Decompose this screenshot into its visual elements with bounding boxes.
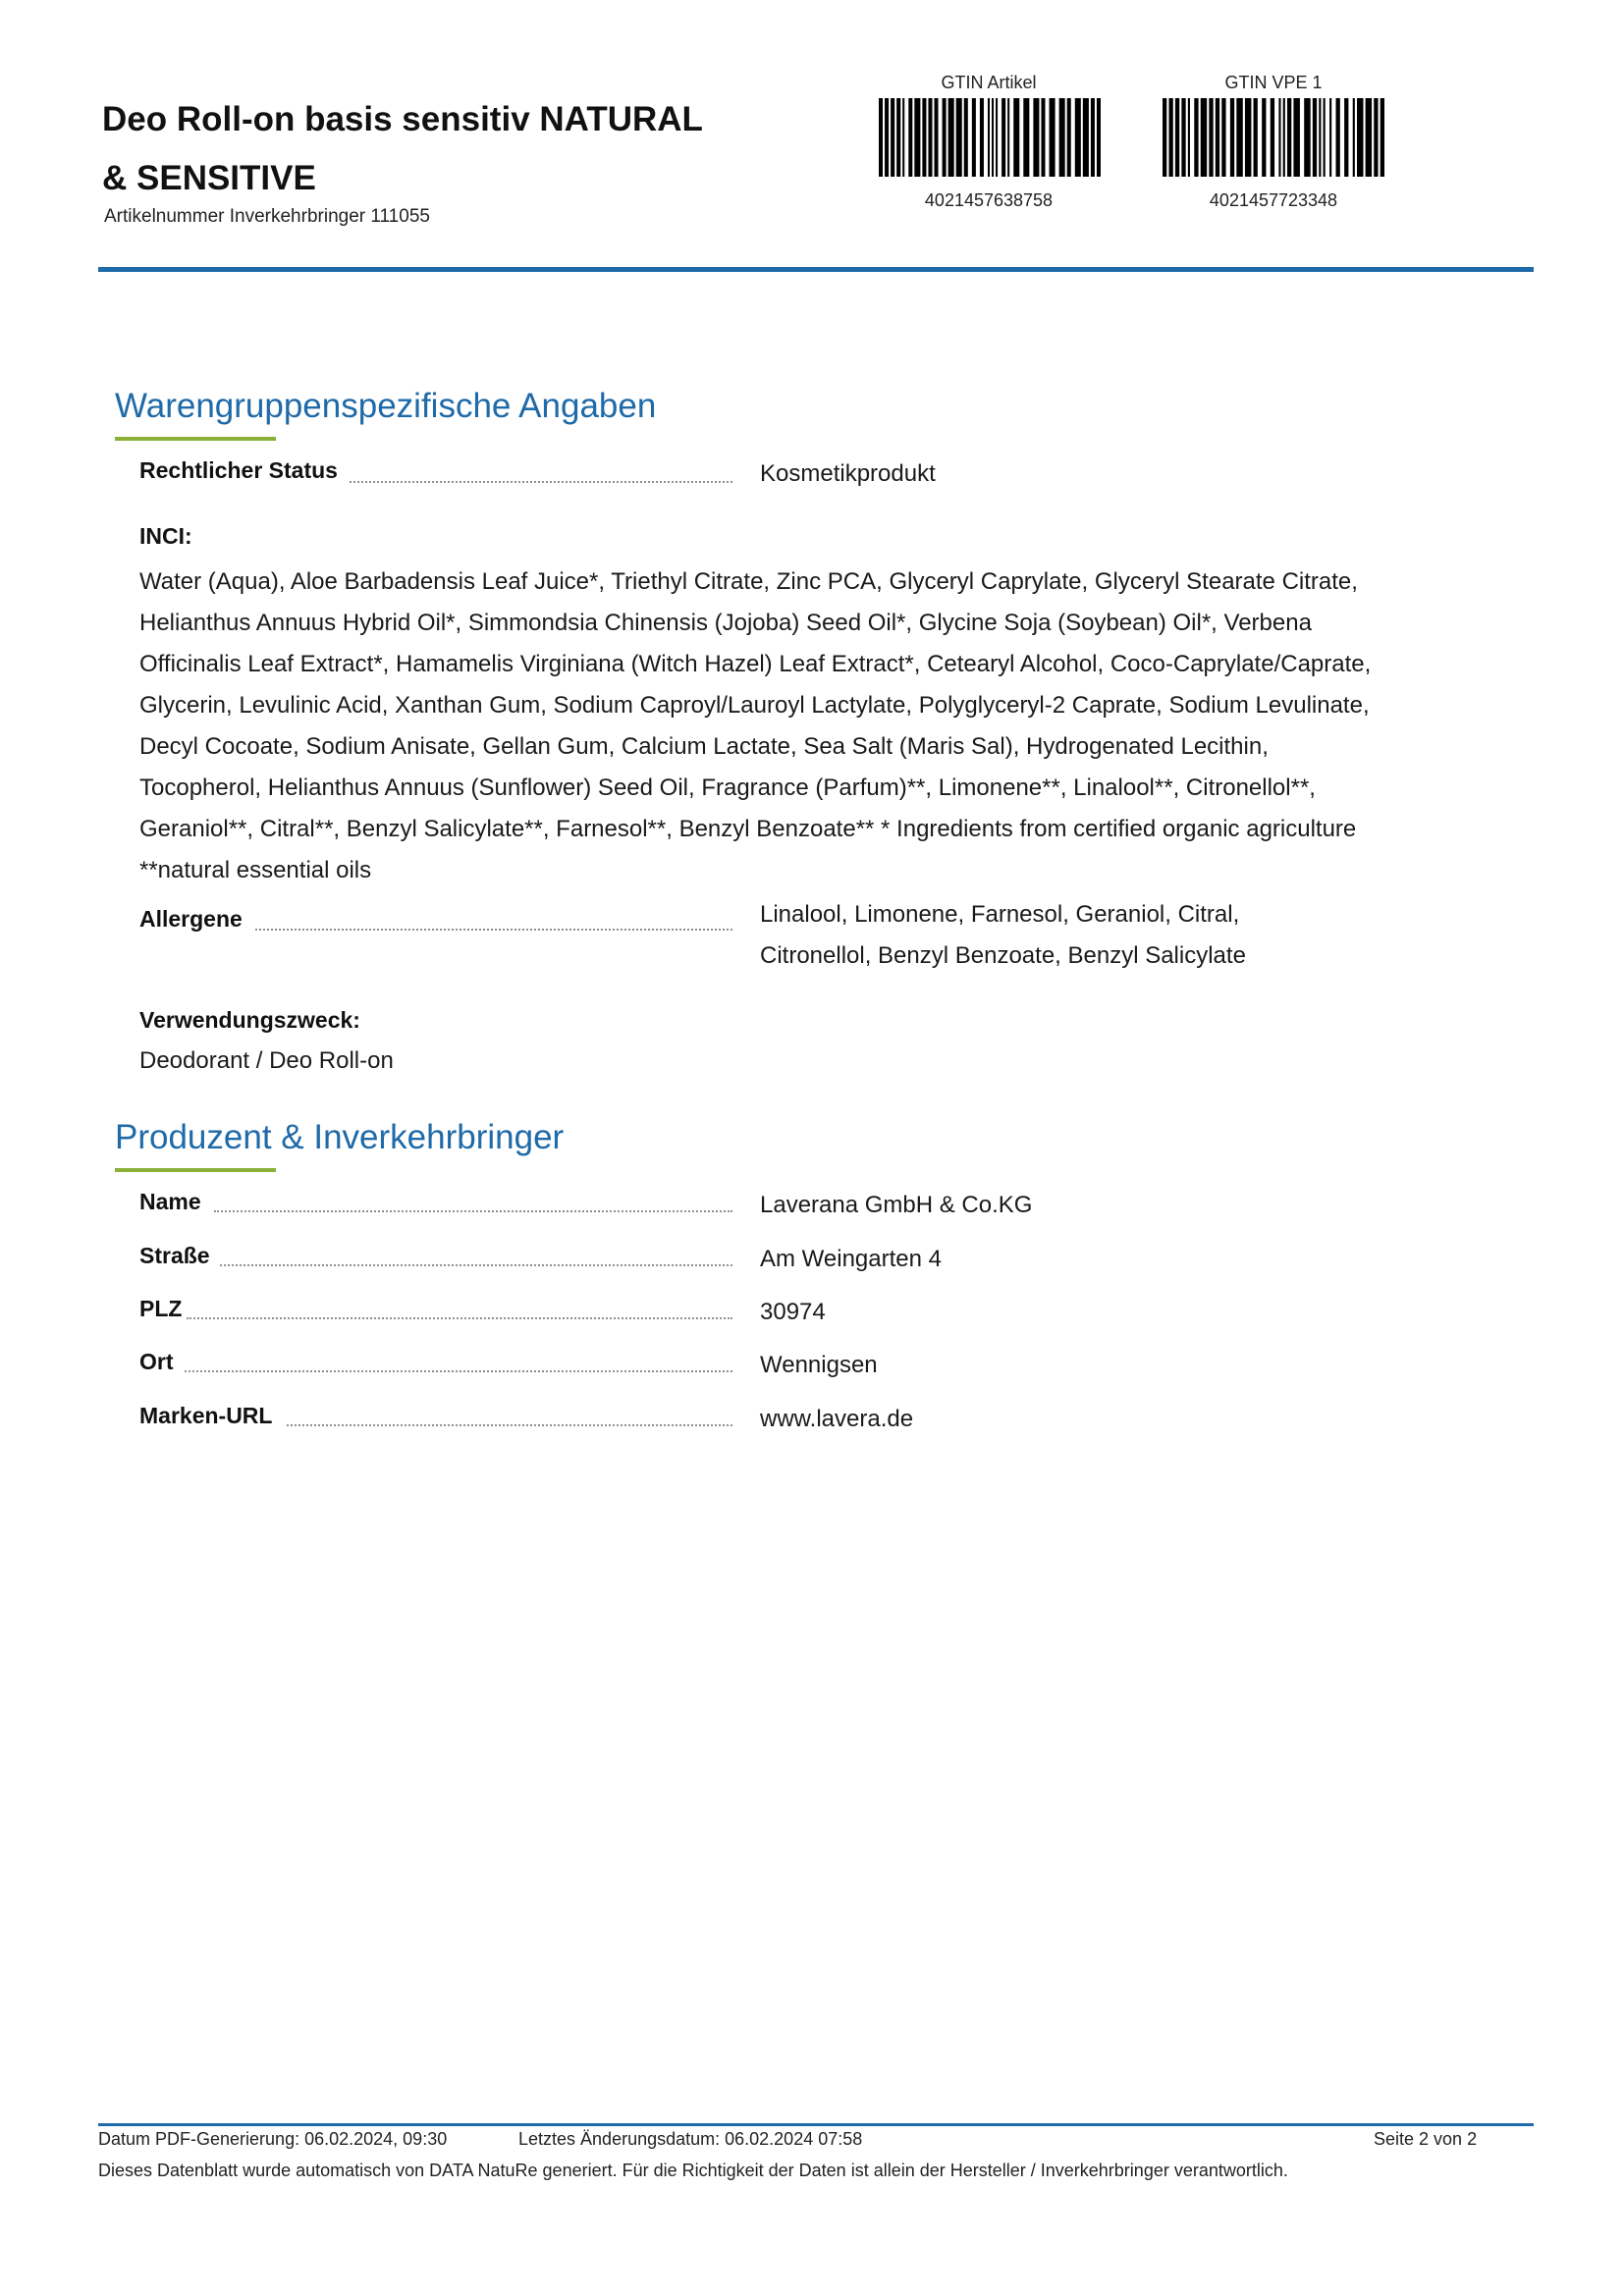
barcode-bar <box>1221 98 1225 177</box>
leader-dots <box>220 1264 732 1266</box>
barcode-bar <box>1175 98 1179 177</box>
barcode-bar <box>1380 98 1384 177</box>
barcode-bar <box>928 98 932 177</box>
barcode-bar <box>1194 98 1198 177</box>
barcode-bar <box>980 98 984 177</box>
barcode-bar <box>988 98 990 177</box>
barcode-bar <box>1313 98 1317 177</box>
footer-page-number: Seite 2 von 2 <box>1374 2129 1478 2149</box>
barcode-bar <box>1254 98 1258 177</box>
leader-dots <box>214 1210 732 1212</box>
barcode-bar <box>1013 98 1019 177</box>
barcode-bar <box>1083 98 1089 177</box>
barcode-number-vpe: 4021457723348 <box>1209 190 1338 210</box>
barcode-bar <box>1287 98 1291 177</box>
barcode-bar <box>1209 98 1213 177</box>
barcode-bar <box>1283 98 1285 177</box>
barcode-bar <box>948 98 954 177</box>
leader-dots <box>287 1424 732 1426</box>
barcode-vpe <box>1163 98 1384 177</box>
barcode-bar <box>996 98 998 177</box>
barcode-bar <box>922 98 926 177</box>
producer-street-label: Straße <box>139 1243 210 1268</box>
inci-text: Water (Aqua), Aloe Barbadensis Leaf Juice*, Triethyl Citrate, Zinc PCA, Glyceryl Caprylate, Glyceryl Stearate Citrate, Helianthus Annuus Hybrid Oil*, Simmondsia Chinensis (Jojoba) Seed Oil*, Glycine Soja (Soybean) Oil*, Verbena Officinalis Leaf Extract*, Hamamelis Virginiana (Witch Hazel) Leaf Extract*, Cetearyl Alcohol, Coco-Caprylate/Caprate, Glycerin, Levulinic Acid, Xanthan Gum, Sodium Caproyl/Lauroyl Lactylate, Polyglyceryl-2 Caprate, Sodium Levulinate, Decyl Cocoate, Sodium Anisate, Gellan Gum, Calcium Lactate, Sea Salt (Maris Sal), Hydrogenated Lecithin, Tocopherol, Helianthus Annuus (Sunflower) Seed Oil, Fragrance (Parfum)**, Limonene**, Linalool**, Citronellol**, Geraniol**, Citral**, Benzyl Salicylate**, Farnesol**, Benzyl Benzoate** * Ingredients from certified organic agriculture **natural essential oils <box>139 568 1372 883</box>
barcode-bar <box>1041 98 1045 177</box>
barcode-bar <box>879 98 883 177</box>
barcode-bar <box>1278 98 1280 177</box>
barcode-bar <box>1353 98 1355 177</box>
barcode-bar <box>1059 98 1065 177</box>
barcode-bar <box>935 98 939 177</box>
leader-dots <box>255 929 732 931</box>
page-title: Deo Roll-on basis sensitiv NATURAL & SENSITIVE <box>102 100 703 197</box>
barcode-bar <box>1336 98 1340 177</box>
barcode-bar <box>1245 98 1251 177</box>
barcode-bar <box>1023 98 1029 177</box>
footer-divider <box>98 2123 1534 2126</box>
barcode-bar <box>908 98 912 177</box>
barcode-bar <box>1293 98 1299 177</box>
barcode-bar <box>891 98 894 177</box>
barcode-bar <box>1033 98 1039 177</box>
producer-zip-value: 30974 <box>760 1299 826 1325</box>
barcode-bar <box>1050 98 1056 177</box>
barcode-bar <box>1319 98 1321 177</box>
barcode-bar <box>964 98 968 177</box>
barcode-bar <box>1181 98 1185 177</box>
header-divider <box>98 267 1534 272</box>
section-underline <box>115 437 276 441</box>
barcode-bar <box>1007 98 1009 177</box>
barcode-bar <box>1230 98 1234 177</box>
barcode-bar <box>1097 98 1101 177</box>
barcode-bar <box>1357 98 1363 177</box>
producer-city-value: Wennigsen <box>760 1352 878 1378</box>
barcode-bar <box>1091 98 1095 177</box>
barcode-bar <box>1374 98 1378 177</box>
producer-zip-label: PLZ <box>139 1296 183 1321</box>
barcode-bar <box>1201 98 1207 177</box>
leader-dots <box>187 1317 732 1319</box>
barcode-bar <box>943 98 947 177</box>
barcode-bar <box>1304 98 1310 177</box>
leader-dots <box>350 481 732 483</box>
barcode-bar <box>1344 98 1348 177</box>
barcode-bar <box>1262 98 1266 177</box>
allergens-value: Linalool, Limonene, Farnesol, Geraniol, Citral, Citronellol, Benzyl Benzoate, Benzyl Salicylate <box>760 901 1246 969</box>
allergens-label: Allergene <box>139 906 243 932</box>
barcode-bar <box>1236 98 1242 177</box>
barcode-label-article: GTIN Artikel <box>941 73 1037 92</box>
barcode-article <box>879 98 1101 177</box>
barcode-bar <box>1188 98 1190 177</box>
section-title-producer: Produzent & Inverkehrbringer <box>115 1118 565 1156</box>
producer-url-label: Marken-URL <box>139 1403 273 1428</box>
barcode-bar <box>896 98 900 177</box>
legal-status-label: Rechtlicher Status <box>139 457 338 483</box>
barcode-bar <box>1271 98 1274 177</box>
legal-status-value: Kosmetikprodukt <box>760 460 936 487</box>
producer-name-label: Name <box>139 1189 201 1214</box>
barcode-bar <box>1067 98 1071 177</box>
barcode-bar <box>885 98 889 177</box>
section-title-product: Warengruppenspezifische Angaben <box>115 387 657 425</box>
barcode-bar <box>902 98 904 177</box>
producer-street-value: Am Weingarten 4 <box>760 1246 942 1272</box>
barcode-bar <box>1168 98 1172 177</box>
barcode-bar <box>1366 98 1372 177</box>
barcode-bar <box>1216 98 1219 177</box>
producer-url-value[interactable]: www.lavera.de <box>760 1406 914 1432</box>
barcode-bar <box>1324 98 1326 177</box>
section-underline <box>115 1168 276 1172</box>
barcode-bar <box>1163 98 1166 177</box>
barcode-bar <box>1075 98 1081 177</box>
barcode-bar <box>956 98 962 177</box>
article-number: Artikelnummer Inverkehrbringer 111055 <box>104 206 430 227</box>
footer-disclaimer: Dieses Datenblatt wurde automatisch von DATA NatuRe generiert. Für die Richtigkeit der Daten ist allein der Hersteller / Inverkehrbringer verantwortlich. <box>98 2161 1288 2180</box>
producer-city-label: Ort <box>139 1349 174 1374</box>
leader-dots <box>185 1370 732 1372</box>
footer-generated-date: Datum PDF-Generierung: 06.02.2024, 09:30 <box>98 2129 448 2149</box>
barcode-bar <box>1001 98 1005 177</box>
barcode-bar <box>992 98 994 177</box>
barcode-label-vpe: GTIN VPE 1 <box>1224 73 1323 92</box>
barcode-bar <box>972 98 976 177</box>
barcode-bar <box>1329 98 1331 177</box>
footer-changed-date: Letztes Änderungsdatum: 06.02.2024 07:58 <box>518 2129 863 2149</box>
barcode-number-article: 4021457638758 <box>924 190 1054 210</box>
inci-label: INCI: <box>139 523 192 549</box>
usage-value: Deodorant / Deo Roll-on <box>139 1047 394 1074</box>
barcode-bar <box>914 98 920 177</box>
producer-name-value: Laverana GmbH & Co.KG <box>760 1192 1033 1218</box>
usage-label: Verwendungszweck: <box>139 1007 360 1033</box>
